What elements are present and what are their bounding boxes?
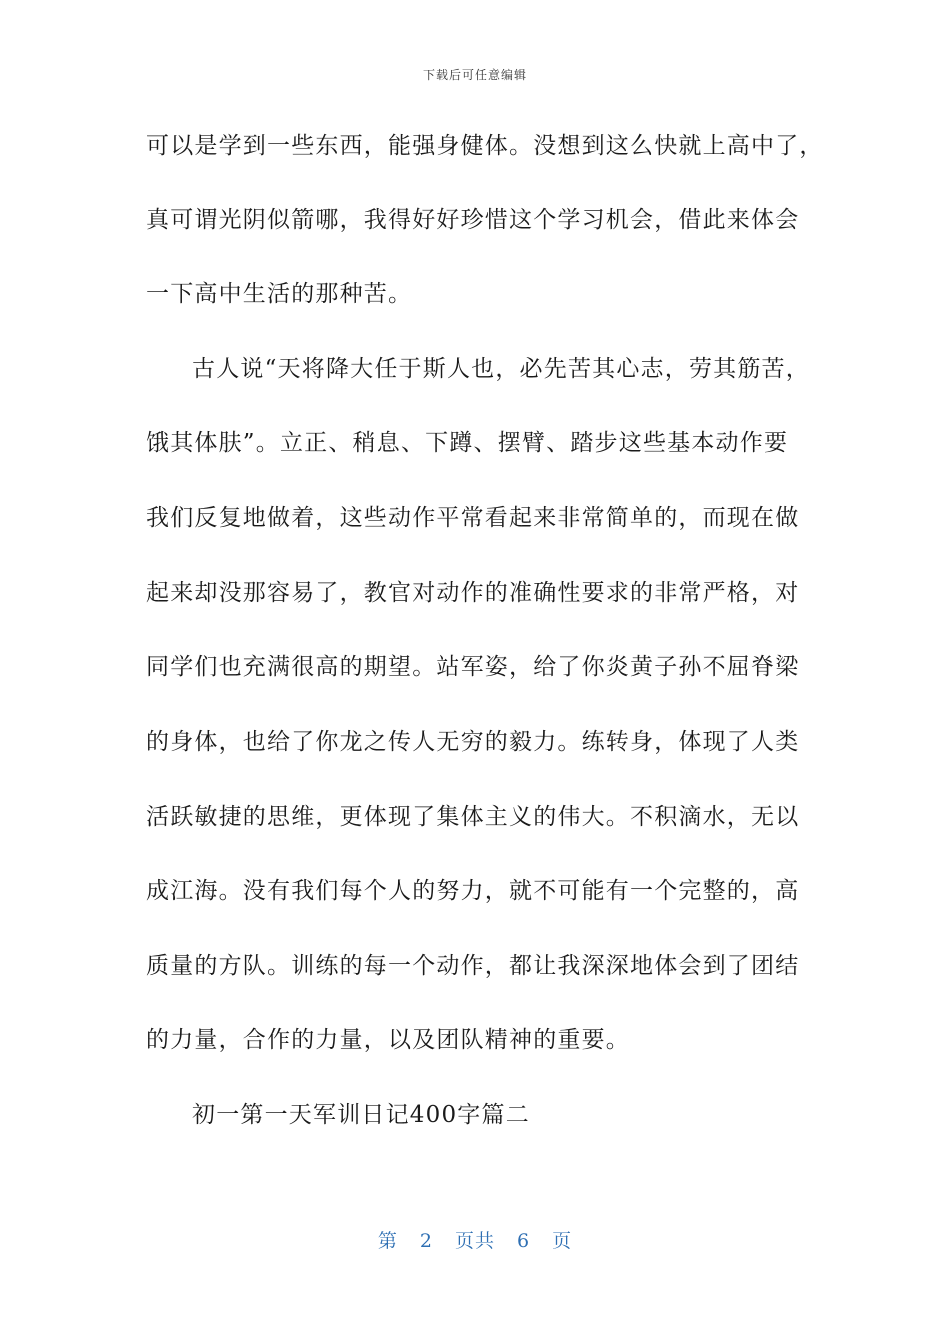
paragraph-2-line-10: 的力量，合作的力量，以及团队精神的重要。	[146, 1027, 630, 1053]
footer-current-page: 2	[419, 1230, 433, 1252]
paragraph-2-line-5: 同学们也充满很高的期望。站军姿，给了你炎黄子孙不屈脊梁	[146, 654, 800, 680]
page-footer-pagination	[0, 1226, 950, 1253]
paragraph-2-line-8: 成江海。没有我们每个人的努力，就不可能有一个完整的，高	[146, 878, 800, 904]
paragraph-2-line-4: 起来却没那容易了，教官对动作的准确性要求的非常严格，对	[146, 580, 800, 606]
paragraph-2-line-6: 的身体，也给了你龙之传人无穷的毅力。练转身，体现了人类	[146, 729, 800, 755]
section-heading: 初一第一天军训日记400字篇二	[192, 1102, 530, 1128]
paragraph-2-line-1: 古人说“天将降大任于斯人也，必先苦其心志，劳其筋苦，	[192, 356, 810, 382]
paragraph-1-line-3: 一下高中生活的那种苦。	[146, 281, 413, 307]
paragraph-2-line-7: 活跃敏捷的思维，更体现了集体主义的伟大。不积滴水，无以	[146, 804, 800, 830]
paragraph-2-line-2: 饿其体肤”。立正、稍息、下蹲、摆臂、踏步这些基本动作要	[146, 430, 789, 456]
paragraph-1-line-1: 可以是学到一些东西，能强身健体。没想到这么快就上高中了，	[146, 133, 824, 159]
paragraph-1-line-2: 真可谓光阴似箭哪，我得好好珍惜这个学习机会，借此来体会	[146, 207, 800, 233]
footer-total-pages: 6	[517, 1230, 531, 1252]
footer-suffix: 页	[552, 1230, 573, 1252]
paragraph-2-line-3: 我们反复地做着，这些动作平常看起来非常简单的，而现在做	[146, 505, 800, 531]
page-header-note: 下载后可任意编辑	[422, 68, 527, 82]
footer-prefix: 第	[377, 1230, 398, 1252]
paragraph-2-line-9: 质量的方队。训练的每一个动作，都让我深深地体会到了团结	[146, 953, 800, 979]
footer-mid: 页共	[454, 1230, 495, 1252]
